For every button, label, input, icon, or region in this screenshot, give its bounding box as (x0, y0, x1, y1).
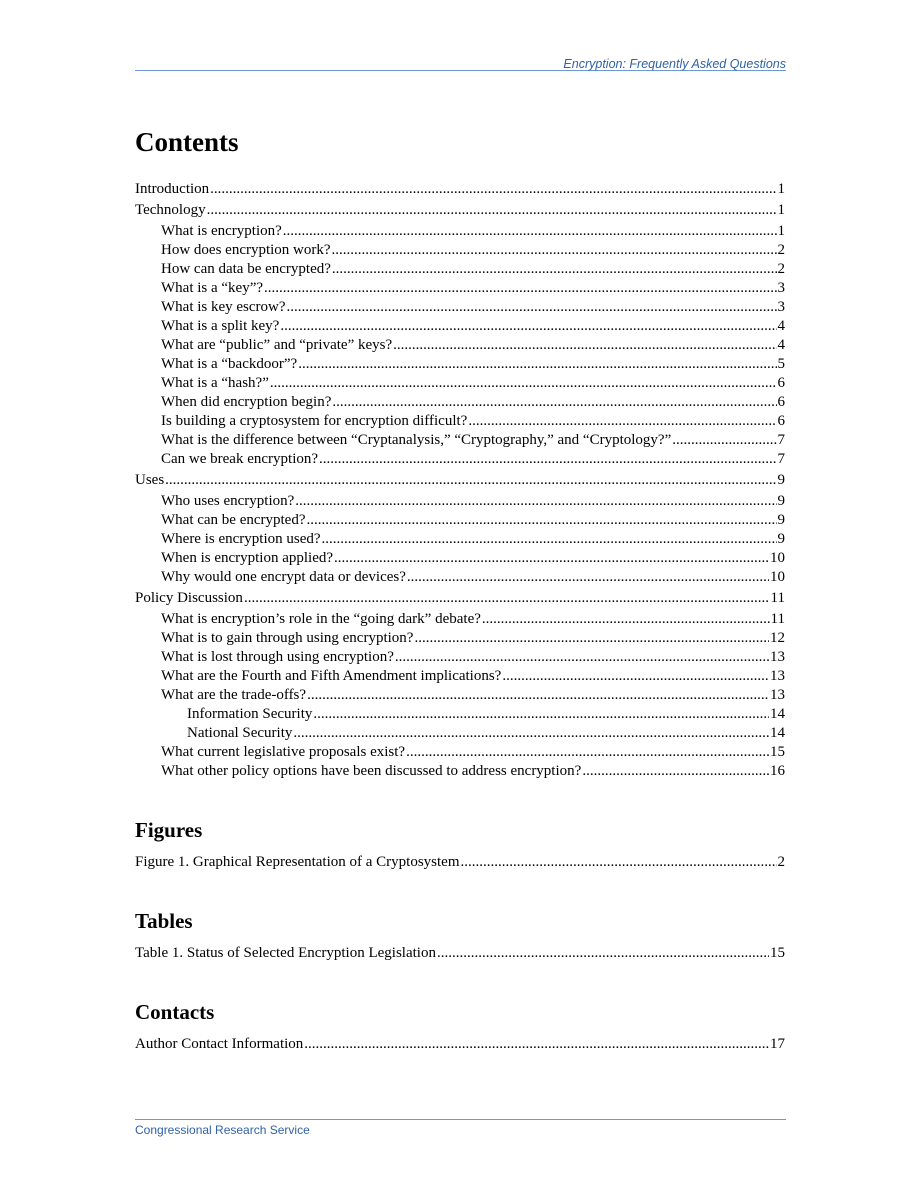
toc-entry-page-number: 9 (777, 472, 785, 488)
toc-entry-page-number: 11 (770, 590, 785, 606)
dot-leader (437, 944, 769, 963)
toc-entry-page-number: 15 (770, 744, 785, 760)
dot-leader (313, 705, 769, 724)
dot-leader (502, 667, 769, 686)
contacts-heading: Contacts (135, 1000, 215, 1024)
toc-entry[interactable] (135, 743, 785, 762)
figures-list (135, 853, 785, 872)
toc-entry-page-number: 4 (777, 318, 785, 334)
dot-leader (280, 317, 776, 336)
toc-entry[interactable] (135, 450, 785, 469)
toc-entry-title: Policy Discussion (135, 590, 243, 606)
toc-entry[interactable] (135, 471, 785, 490)
toc-entry[interactable] (135, 412, 785, 431)
dot-leader (307, 511, 777, 530)
toc-entry[interactable] (135, 241, 785, 260)
toc-entry-title: What is a “backdoor”? (161, 356, 298, 372)
toc-entry[interactable] (135, 222, 785, 241)
dot-leader (298, 355, 776, 374)
toc-entry-title: National Security (187, 725, 293, 741)
toc-entry-page-number: 12 (770, 630, 785, 646)
dot-leader (304, 1035, 769, 1054)
toc-entry-page-number: 2 (777, 854, 785, 870)
toc-entry-page-number: 9 (777, 512, 785, 528)
dot-leader (406, 743, 769, 762)
dot-leader (582, 762, 769, 781)
toc-entry-page-number: 10 (770, 550, 785, 566)
dot-leader (270, 374, 777, 393)
toc-entry[interactable] (135, 667, 785, 686)
toc-entry-title: What is a “key”? (161, 280, 264, 296)
toc-entry[interactable] (135, 853, 785, 872)
toc-entry-page-number: 6 (777, 394, 785, 410)
toc-entry[interactable] (135, 336, 785, 355)
toc-entry[interactable] (135, 568, 785, 587)
table-of-contents-page (135, 120, 785, 1054)
dot-leader (210, 180, 776, 199)
dot-leader (322, 530, 777, 549)
toc-entry-page-number: 9 (777, 531, 785, 547)
toc-entry-title: Uses (135, 472, 165, 488)
contacts-section (135, 999, 785, 1054)
toc-entry-page-number: 2 (777, 242, 785, 258)
dot-leader (295, 492, 776, 511)
dot-leader (414, 629, 769, 648)
dot-leader (395, 648, 769, 667)
dot-leader (244, 589, 770, 608)
toc-entry-title: Can we break encryption? (161, 451, 319, 467)
toc-entry-page-number: 13 (770, 649, 785, 665)
dot-leader (264, 279, 776, 298)
toc-entry[interactable] (135, 724, 785, 743)
toc-entry[interactable] (135, 180, 785, 199)
dot-leader (407, 568, 769, 587)
toc-entry-page-number: 1 (777, 223, 785, 239)
toc-entry-title: Introduction (135, 181, 210, 197)
toc-entry-title: Technology (135, 202, 206, 218)
toc-entry[interactable] (135, 944, 785, 963)
toc-entry-page-number: 7 (777, 451, 785, 467)
toc-entry-page-number: 3 (777, 299, 785, 315)
toc-entry-title: What is a “hash?” (161, 375, 269, 391)
toc-entry-page-number: 7 (777, 432, 785, 448)
toc-entry-title: Author Contact Information (135, 1036, 304, 1052)
toc-entry-title: What is encryption? (161, 223, 282, 239)
tables-section (135, 908, 785, 963)
toc-entry[interactable] (135, 201, 785, 220)
toc-entry-page-number: 10 (770, 569, 785, 585)
toc-entry-title: When is encryption applied? (161, 550, 334, 566)
dot-leader (468, 412, 776, 431)
toc-entry[interactable] (135, 648, 785, 667)
footer-organization: Congressional Research Service (135, 1123, 310, 1137)
toc-entry-title: Why would one encrypt data or devices? (161, 569, 406, 585)
toc-entry-page-number: 9 (777, 493, 785, 509)
toc-entry-page-number: 6 (777, 375, 785, 391)
toc-entry-title: What is lost through using encryption? (161, 649, 394, 665)
toc-entry[interactable] (135, 355, 785, 374)
page-footer (135, 1119, 786, 1137)
toc-entry[interactable] (135, 549, 785, 568)
toc-entry-title: When did encryption begin? (161, 394, 332, 410)
toc-entry-page-number: 14 (770, 725, 785, 741)
toc-entry-title: What are the trade-offs? (161, 687, 307, 703)
toc-entry[interactable] (135, 705, 785, 724)
figures-section (135, 817, 785, 872)
toc-entry-title: What is key escrow? (161, 299, 286, 315)
toc-entry-page-number: 14 (770, 706, 785, 722)
dot-leader (482, 610, 770, 629)
toc-entry-page-number: 3 (777, 280, 785, 296)
toc-entry-title: Who uses encryption? (161, 493, 295, 509)
toc-entry-title: What is encryption’s role in the “going dark” debate? (161, 611, 481, 627)
toc-entry[interactable] (135, 431, 785, 450)
dot-leader (393, 336, 776, 355)
toc-entry-title: Where is encryption used? (161, 531, 321, 547)
document-title: Encryption: Frequently Asked Questions (563, 57, 786, 71)
toc-entry[interactable] (135, 610, 785, 629)
toc-entry-page-number: 13 (770, 668, 785, 684)
contents-list (135, 180, 785, 781)
toc-entry-title: Is building a cryptosystem for encryption difficult? (161, 413, 468, 429)
toc-entry-page-number: 16 (770, 763, 785, 779)
dot-leader (307, 686, 769, 705)
contacts-list (135, 1035, 785, 1054)
dot-leader (319, 450, 776, 469)
toc-entry-page-number: 15 (770, 945, 785, 961)
toc-entry-title: What is the difference between “Cryptanalysis,” “Cryptography,” and “Cryptology?” (161, 432, 672, 448)
toc-entry-page-number: 4 (777, 337, 785, 353)
dot-leader (332, 260, 777, 279)
contents-heading: Contents (135, 127, 239, 157)
toc-entry-title: What is a split key? (161, 318, 280, 334)
toc-entry[interactable] (135, 260, 785, 279)
toc-entry[interactable] (135, 492, 785, 511)
dot-leader (332, 393, 776, 412)
toc-entry-title: What is to gain through using encryption? (161, 630, 414, 646)
toc-entry-page-number: 13 (770, 687, 785, 703)
dot-leader (461, 853, 777, 872)
toc-entry-title: What current legislative proposals exist? (161, 744, 406, 760)
toc-entry-title: What can be encrypted? (161, 512, 306, 528)
toc-entry-title: How does encryption work? (161, 242, 331, 258)
toc-entry-page-number: 17 (770, 1036, 785, 1052)
dot-leader (207, 201, 777, 220)
toc-entry[interactable] (135, 762, 785, 781)
toc-entry[interactable] (135, 686, 785, 705)
toc-entry-title: What are “public” and “private” keys? (161, 337, 393, 353)
toc-entry[interactable] (135, 298, 785, 317)
dot-leader (293, 724, 769, 743)
toc-entry-page-number: 1 (777, 181, 785, 197)
toc-entry[interactable] (135, 589, 785, 608)
toc-entry-title: What are the Fourth and Fifth Amendment implications? (161, 668, 502, 684)
toc-entry[interactable] (135, 374, 785, 393)
dot-leader (165, 471, 776, 490)
toc-entry-title: What other policy options have been discussed to address encryption? (161, 763, 582, 779)
dot-leader (283, 222, 777, 241)
page-header (135, 54, 786, 71)
toc-entry-title: Figure 1. Graphical Representation of a Cryptosystem (135, 854, 460, 870)
dot-leader (287, 298, 777, 317)
toc-entry[interactable] (135, 629, 785, 648)
toc-entry-title: How can data be encrypted? (161, 261, 331, 277)
toc-entry-title: Information Security (187, 706, 313, 722)
toc-entry-page-number: 6 (777, 413, 785, 429)
toc-entry[interactable] (135, 511, 785, 530)
toc-entry[interactable] (135, 279, 785, 298)
toc-entry-page-number: 2 (777, 261, 785, 277)
toc-entry-page-number: 11 (770, 611, 785, 627)
toc-entry-page-number: 5 (777, 356, 785, 372)
toc-entry-page-number: 1 (777, 202, 785, 218)
dot-leader (672, 431, 776, 450)
toc-entry[interactable] (135, 317, 785, 336)
toc-entry-title: Table 1. Status of Selected Encryption Legislation (135, 945, 436, 961)
tables-heading: Tables (135, 909, 193, 933)
figures-heading: Figures (135, 818, 203, 842)
toc-entry[interactable] (135, 393, 785, 412)
dot-leader (332, 241, 777, 260)
toc-entry[interactable] (135, 530, 785, 549)
tables-list (135, 944, 785, 963)
toc-entry[interactable] (135, 1035, 785, 1054)
dot-leader (334, 549, 769, 568)
